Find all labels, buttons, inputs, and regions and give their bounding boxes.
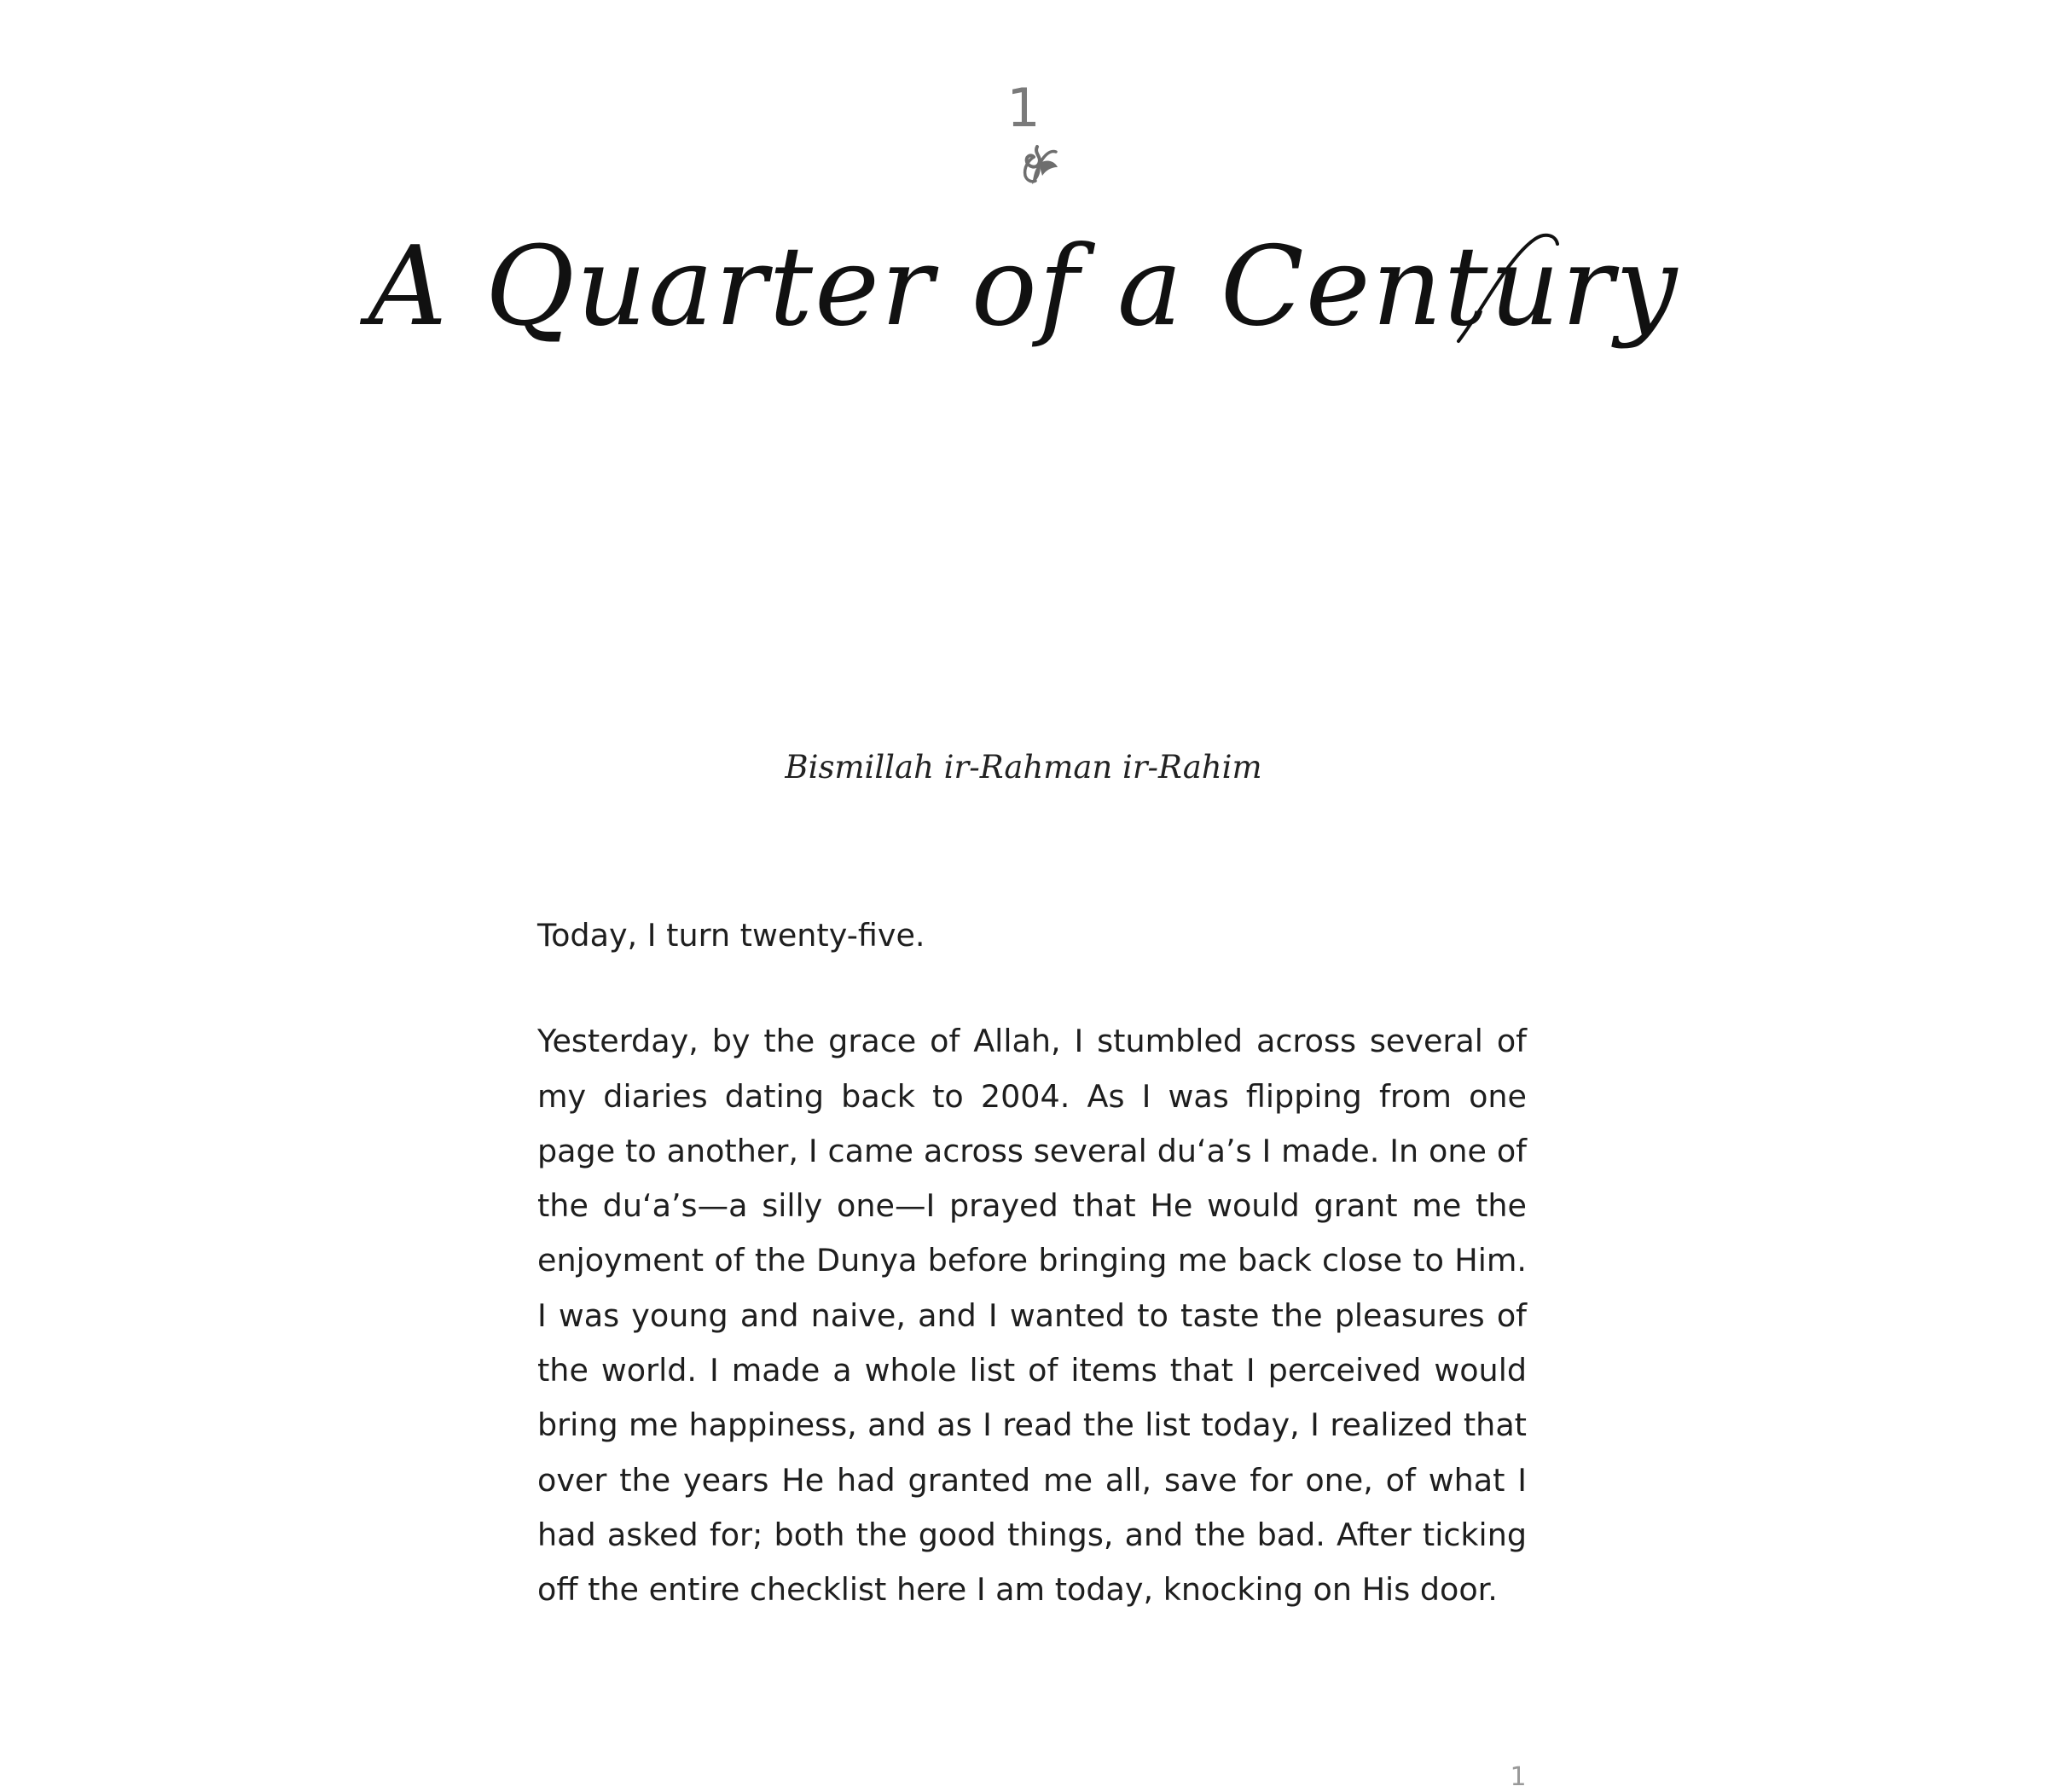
chapter-body [537, 908, 1527, 1618]
invocation-line: Bismillah ir-Rahman ir-Rahim [785, 749, 1262, 786]
chapter-title: A Quarter of a Century [368, 223, 1679, 351]
paragraph-diaries: Yesterday, by the grace of Allah, I stumbled across several of my diaries dating back to 2004. As I was flipping from one page to another, I came across several du‘a’s I made. In one of the du‘a’s—a silly one—I prayed that He would grant me the enjoyment of the Dunya before bringing me back close to Him. I was young and naive, and I wanted to taste the pleasures of the world. I made a whole list of items that I perceived would bring me happiness, and as I read the list today, I realized that over the years He had granted me all, save for one, of what I had asked for; both the good things, and the bad. After ticking off the entire checklist here I am today, knocking on His door. [537, 1023, 1527, 1609]
title-swash-flourish [1450, 230, 1561, 350]
paragraph-opening: Today, I turn twenty-five. [537, 917, 925, 954]
floral-ornament-icon [1008, 142, 1066, 189]
chapter-number: 1 [1006, 77, 1041, 139]
page-number: 1 [1510, 1762, 1527, 1792]
